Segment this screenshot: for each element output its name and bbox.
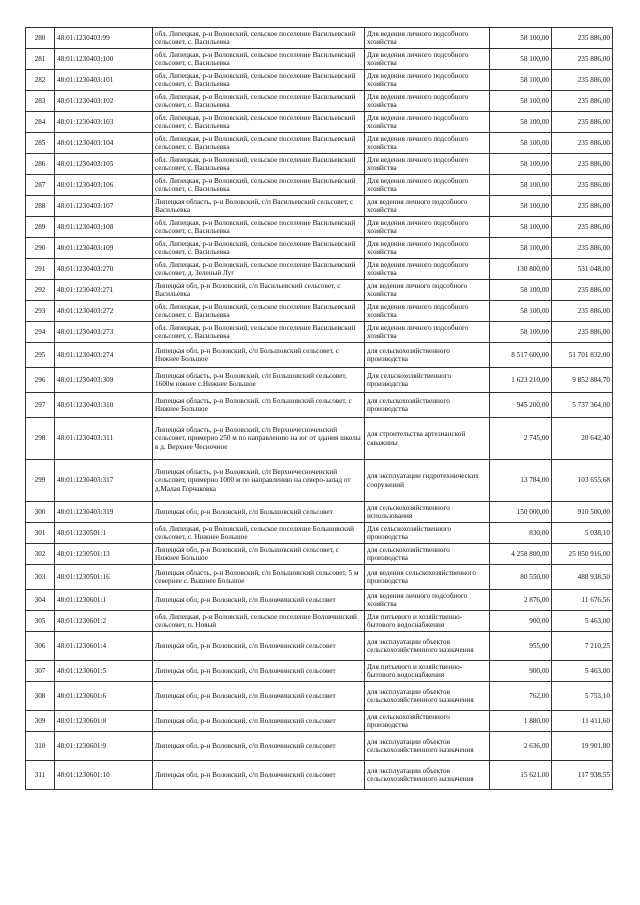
plot-address: обл. Липецкая, р-н Воловский, сельское поселение Воловчинский сельсовет, п. Новый (153, 611, 365, 632)
cadastral-number: 48:01:1230601:10 (55, 761, 153, 790)
cadastral-value: 5 463,00 (552, 661, 613, 682)
cadastral-number: 48:01:1230601:5 (55, 661, 153, 682)
cadastral-number: 48:01:1230403:102 (55, 91, 153, 112)
plot-area: 830,00 (490, 523, 552, 544)
cadastral-value: 235 886,00 (552, 133, 613, 154)
cadastral-number: 48:01:1230403:105 (55, 154, 153, 175)
permitted-use: Для ведения личного подсобного хозяйства (365, 133, 490, 154)
permitted-use: Для ведения личного подсобного хозяйства (365, 70, 490, 91)
row-number: 306 (26, 632, 55, 661)
row-number: 280 (26, 28, 55, 49)
row-number: 282 (26, 70, 55, 91)
plot-address: обл. Липецкая, р-н Воловский, сельское поселение Васильевский сельсовет, с. Васильевка (153, 49, 365, 70)
table-row (26, 711, 613, 732)
permitted-use: Для ведения личного подсобного хозяйства (365, 217, 490, 238)
table-row (26, 133, 613, 154)
plot-area: 2 636,00 (490, 732, 552, 761)
row-number: 309 (26, 711, 55, 732)
plot-area: 150 000,00 (490, 502, 552, 523)
permitted-use: Для ведения личного подсобного хозяйства (365, 28, 490, 49)
row-number: 296 (26, 368, 55, 393)
plot-address: Липецкая область, р-н Воловский, с/п Верхнечесноченский сельсовет, примерно 1000 м по направлению на северо-запад от д.Малая Горчаковка (153, 460, 365, 502)
plot-address: Липецкая обл, р-н Воловский, с/п Воловчинский сельсовет (153, 761, 365, 790)
plot-address: Липецкая область, р-н Воловский, с/п Большовский сельсовет, 5 м севернее с. Вышнее Большое (153, 565, 365, 590)
table-row (26, 217, 613, 238)
plot-address: обл. Липецкая, р-н Воловский, сельское поселение Васильевский сельсовет, с. Васильевка (153, 217, 365, 238)
plot-address: Липецкая обл, р-н Воловский, с/п Воловчинский сельсовет (153, 732, 365, 761)
plot-address: Липецкая область, р-н Воловский, с/п Большовский сельсовет, 1600м южнее с.Нижнее Большое (153, 368, 365, 393)
plot-address: обл. Липецкая, р-н Воловский, сельское поселение Васильевский сельсовет, с. Васильевка (153, 28, 365, 49)
cadastral-value: 488 938,50 (552, 565, 613, 590)
row-number: 303 (26, 565, 55, 590)
plot-area: 900,00 (490, 611, 552, 632)
plot-address: Липецкая обл, р-н Воловский, с/п Воловчинский сельсовет (153, 682, 365, 711)
cadastral-number: 48:01:1230403:272 (55, 301, 153, 322)
plot-area: 58 100,00 (490, 217, 552, 238)
plot-address: обл. Липецкая, р-н Воловский, сельское поселение Большовский сельсовет, с. Нижнее Большое (153, 523, 365, 544)
cadastral-value: 235 886,00 (552, 28, 613, 49)
permitted-use: для сельскохозяйственного производства (365, 393, 490, 418)
table-row (26, 91, 613, 112)
permitted-use: для ведения личного подсобного хозяйства (365, 196, 490, 217)
table-row (26, 523, 613, 544)
plot-area: 1 880,00 (490, 711, 552, 732)
plot-address: обл. Липецкая, р-н Воловский, сельское поселение Васильевский сельсовет, с. Васильевка (153, 175, 365, 196)
cadastral-number: 48:01:1230403:100 (55, 49, 153, 70)
plot-address: Липецкая обл, р-н Воловский, с/п Большовский сельсовет, с Нижнее Большое (153, 544, 365, 565)
row-number: 285 (26, 133, 55, 154)
cadastral-number: 48:01:1230403:99 (55, 28, 153, 49)
permitted-use: Для ведения личного подсобного хозяйства (365, 91, 490, 112)
plot-address: Липецкая обл, р-н Воловский, с/п Воловчинский сельсовет (153, 590, 365, 611)
plot-area: 945 200,00 (490, 393, 552, 418)
plot-address: обл. Липецкая, р-н Воловский, сельское поселение Васильевский сельсовет, с. Васильевка (153, 133, 365, 154)
plot-area: 58 100,00 (490, 49, 552, 70)
table-row (26, 732, 613, 761)
cadastral-value: 19 901,80 (552, 732, 613, 761)
plot-area: 900,00 (490, 661, 552, 682)
cadastral-value: 235 886,00 (552, 112, 613, 133)
permitted-use: для сельскохозяйственного использования (365, 502, 490, 523)
cadastral-number: 48:01:1230403:271 (55, 280, 153, 301)
cadastral-number: 48:01:1230601:9 (55, 732, 153, 761)
cadastral-number: 48:01:1230403:107 (55, 196, 153, 217)
permitted-use: для ведения личного подсобного хозяйства (365, 280, 490, 301)
cadastral-value: 235 886,00 (552, 175, 613, 196)
row-number: 305 (26, 611, 55, 632)
cadastral-number: 48:01:1230403:274 (55, 343, 153, 368)
table-row (26, 280, 613, 301)
permitted-use: Для ведения личного подсобного хозяйства (365, 175, 490, 196)
row-number: 302 (26, 544, 55, 565)
plot-area: 2 876,00 (490, 590, 552, 611)
table-row (26, 761, 613, 790)
plot-address: обл. Липецкая, р-н Воловский, сельское поселение Васильевский сельсовет, с. Васильевка (153, 91, 365, 112)
cadastral-value: 235 886,00 (552, 70, 613, 91)
row-number: 289 (26, 217, 55, 238)
table-row (26, 590, 613, 611)
plot-area: 58 100,00 (490, 112, 552, 133)
permitted-use: Для ведения личного подсобного хозяйства (365, 154, 490, 175)
permitted-use: Для ведения личного подсобного хозяйства (365, 49, 490, 70)
cadastral-number: 48:01:1230403:101 (55, 70, 153, 91)
cadastral-value: 235 886,00 (552, 154, 613, 175)
table-row (26, 682, 613, 711)
table-row (26, 259, 613, 280)
table-row (26, 393, 613, 418)
table-row (26, 70, 613, 91)
plot-area: 58 100,00 (490, 28, 552, 49)
cadastral-value: 235 886,00 (552, 238, 613, 259)
row-number: 287 (26, 175, 55, 196)
plot-address: обл. Липецкая, р-н Воловский, сельское поселение Васильевский сельсовет, д. Зеленый Луг (153, 259, 365, 280)
table-row (26, 322, 613, 343)
plot-area: 58 100,00 (490, 196, 552, 217)
cadastral-number: 48:01:1230501:16 (55, 565, 153, 590)
plot-area: 58 100,00 (490, 70, 552, 91)
plot-address: обл. Липецкая, р-н Воловский, сельское поселение Васильевский сельсовет, с. Васильевка (153, 238, 365, 259)
plot-area: 2 745,00 (490, 418, 552, 460)
permitted-use: Для ведения личного подсобного хозяйства (365, 112, 490, 133)
table-row (26, 154, 613, 175)
cadastral-number: 48:01:1230403:108 (55, 217, 153, 238)
row-number: 301 (26, 523, 55, 544)
cadastral-value: 235 886,00 (552, 322, 613, 343)
plot-area: 15 621,00 (490, 761, 552, 790)
cadastral-value: 235 886,00 (552, 196, 613, 217)
table-row (26, 112, 613, 133)
plot-address: Липецкая область, р-н Воловский, с/п Большовский сельсовет, с Нижнее Большое (153, 393, 365, 418)
cadastral-number: 48:01:1230501:1 (55, 523, 153, 544)
row-number: 293 (26, 301, 55, 322)
cadastral-value: 9 852 884,70 (552, 368, 613, 393)
table-row (26, 301, 613, 322)
cadastral-number: 48:01:1230403:317 (55, 460, 153, 502)
plot-address: обл. Липецкая, р-н Воловский, сельское поселение Васильевский сельсовет, с. Васильевка (153, 301, 365, 322)
plot-address: Липецкая обл, р-н Воловский, с/п Воловчинский сельсовет (153, 711, 365, 732)
plot-address: обл. Липецкая, р-н Воловский, сельское поселение Васильевский сельсовет, с. Васильевка (153, 322, 365, 343)
row-number: 299 (26, 460, 55, 502)
table-row (26, 175, 613, 196)
cadastral-number: 48:01:1230403:270 (55, 259, 153, 280)
cadastral-value: 11 676,56 (552, 590, 613, 611)
plot-area: 58 100,00 (490, 238, 552, 259)
cadastral-value: 5 737 364,00 (552, 393, 613, 418)
row-number: 300 (26, 502, 55, 523)
cadastral-number: 48:01:1230403:310 (55, 393, 153, 418)
permitted-use: для эксплуатации гидротехнических сооружений (365, 460, 490, 502)
cadastral-value: 25 850 916,00 (552, 544, 613, 565)
table-body (26, 28, 613, 790)
cadastral-number: 48:01:1230403:103 (55, 112, 153, 133)
plot-area: 80 550,00 (490, 565, 552, 590)
cadastral-value: 531 048,00 (552, 259, 613, 280)
plot-area: 1 623 210,00 (490, 368, 552, 393)
row-number: 284 (26, 112, 55, 133)
row-number: 286 (26, 154, 55, 175)
plot-area: 762,00 (490, 682, 552, 711)
cadastral-number: 48:01:1230601:1 (55, 590, 153, 611)
row-number: 308 (26, 682, 55, 711)
plot-area: 58 100,00 (490, 175, 552, 196)
plot-area: 8 517 600,00 (490, 343, 552, 368)
cadastral-value: 235 886,00 (552, 49, 613, 70)
plot-address: Липецкая область, р-н Воловский, с/п Васильевский сельсовет, с Васильевка (153, 196, 365, 217)
permitted-use: для эксплуатации объектов сельскохозяйственного назначения (365, 632, 490, 661)
table-row (26, 460, 613, 502)
plot-area: 58 100,00 (490, 91, 552, 112)
table-row (26, 544, 613, 565)
cadastral-value: 5 038,10 (552, 523, 613, 544)
plot-address: Липецкая обл, р-н Воловский, с/п Воловчинский сельсовет (153, 632, 365, 661)
table-row (26, 611, 613, 632)
plot-address: Липецкая область, р-н Воловский, с/п Верхнечесноченский сельсовет, примерно 250 м по направлению на юг от здания школы в д. Верхнее Чесночное (153, 418, 365, 460)
row-number: 294 (26, 322, 55, 343)
cadastral-number: 48:01:1230403:109 (55, 238, 153, 259)
cadastral-value: 910 500,00 (552, 502, 613, 523)
row-number: 297 (26, 393, 55, 418)
register-sheet (25, 27, 613, 790)
cadastral-number: 48:01:1230403:106 (55, 175, 153, 196)
table-row (26, 368, 613, 393)
cadastral-value: 7 210,25 (552, 632, 613, 661)
row-number: 283 (26, 91, 55, 112)
row-number: 281 (26, 49, 55, 70)
table-row (26, 565, 613, 590)
plot-address: Липецкая обл, р-н Воловский, с/п Воловчинский сельсовет (153, 661, 365, 682)
plot-area: 13 784,00 (490, 460, 552, 502)
cadastral-value: 5 463,00 (552, 611, 613, 632)
plot-area: 58 100,00 (490, 322, 552, 343)
cadastral-number: 48:01:1230403:104 (55, 133, 153, 154)
permitted-use: Для ведения личного подсобного хозяйства (365, 322, 490, 343)
cadastral-value: 51 701 832,00 (552, 343, 613, 368)
permitted-use: для эксплуатации объектов сельскохозяйственного назначения (365, 761, 490, 790)
table-row (26, 661, 613, 682)
permitted-use: Для питьевого и хозяйственно-бытового водоснабжения (365, 661, 490, 682)
permitted-use: Для ведения личного подсобного хозяйства (365, 238, 490, 259)
plot-area: 58 100,00 (490, 280, 552, 301)
row-number: 292 (26, 280, 55, 301)
row-number: 310 (26, 732, 55, 761)
cadastral-value: 235 886,00 (552, 280, 613, 301)
table-row (26, 196, 613, 217)
permitted-use: для сельскохозяйственного производства (365, 711, 490, 732)
cadastral-number: 48:01:1230601:8 (55, 711, 153, 732)
permitted-use: Для ведения личного подсобного хозяйства (365, 259, 490, 280)
plot-address: обл. Липецкая, р-н Воловский, сельское поселение Васильевский сельсовет, с. Васильевка (153, 154, 365, 175)
cadastral-value: 235 886,00 (552, 301, 613, 322)
row-number: 304 (26, 590, 55, 611)
row-number: 298 (26, 418, 55, 460)
row-number: 290 (26, 238, 55, 259)
permitted-use: для строительства артезианской скважины (365, 418, 490, 460)
cadastral-number: 48:01:1230601:4 (55, 632, 153, 661)
plot-address: Липецкая обл, р-н Воловский, с/п Васильевский сельсовет, с Васильевка (153, 280, 365, 301)
permitted-use: для сельскохозяйственного производства (365, 544, 490, 565)
plot-area: 58 100,00 (490, 154, 552, 175)
table-row (26, 49, 613, 70)
cadastral-value: 103 655,68 (552, 460, 613, 502)
table-row (26, 418, 613, 460)
plot-area: 955,00 (490, 632, 552, 661)
cadastral-number: 48:01:1230403:309 (55, 368, 153, 393)
table-row (26, 632, 613, 661)
row-number: 311 (26, 761, 55, 790)
cadastral-value: 235 886,00 (552, 91, 613, 112)
permitted-use: Для питьевого и хозяйственно-бытового водоснабжения (365, 611, 490, 632)
cadastral-number: 48:01:1230403:311 (55, 418, 153, 460)
permitted-use: для ведения личного подсобного хозяйства (365, 590, 490, 611)
row-number: 291 (26, 259, 55, 280)
permitted-use: Для сельскохозяйственного производства (365, 523, 490, 544)
row-number: 307 (26, 661, 55, 682)
cadastral-number: 48:01:1230601:6 (55, 682, 153, 711)
cadastral-number: 48:01:1230403:273 (55, 322, 153, 343)
cadastral-value: 235 886,00 (552, 217, 613, 238)
plot-address: обл. Липецкая, р-н Воловский, сельское поселение Васильевский сельсовет, с. Васильевка (153, 112, 365, 133)
cadastral-value: 5 753,10 (552, 682, 613, 711)
permitted-use: для сельскохозяйственного производства (365, 343, 490, 368)
permitted-use: для эксплуатации объектов сельскохозяйственного назначения (365, 732, 490, 761)
table-row (26, 238, 613, 259)
row-number: 288 (26, 196, 55, 217)
cadastral-value: 11 411,60 (552, 711, 613, 732)
plot-area: 58 100,00 (490, 133, 552, 154)
plot-area: 130 800,00 (490, 259, 552, 280)
permitted-use: для ведения сельскохозяйственного производства (365, 565, 490, 590)
plot-area: 4 258 800,00 (490, 544, 552, 565)
plot-area: 58 100,00 (490, 301, 552, 322)
cadastral-value: 117 938,55 (552, 761, 613, 790)
plot-address: Липецкая обл, р-н Воловский, с/п Большовский сельсовет, с Нижнее Большое (153, 343, 365, 368)
plot-address: Липецкая обл, р-н Воловский, с/п Большовский сельсовет (153, 502, 365, 523)
table-row (26, 343, 613, 368)
plot-address: обл. Липецкая, р-н Воловский, сельское поселение Васильевский сельсовет, с. Васильевка (153, 70, 365, 91)
permitted-use: Для ведения личного подсобного хозяйства (365, 301, 490, 322)
permitted-use: для эксплуатации объектов сельскохозяйственного назначения (365, 682, 490, 711)
cadastral-number: 48:01:1230501:13 (55, 544, 153, 565)
permitted-use: Для сельскохозяйственного производства (365, 368, 490, 393)
cadastral-value: 20 642,40 (552, 418, 613, 460)
table-row (26, 28, 613, 49)
land-plot-table (25, 27, 613, 790)
table-row (26, 502, 613, 523)
cadastral-number: 48:01:1230403:319 (55, 502, 153, 523)
row-number: 295 (26, 343, 55, 368)
cadastral-number: 48:01:1230601:2 (55, 611, 153, 632)
